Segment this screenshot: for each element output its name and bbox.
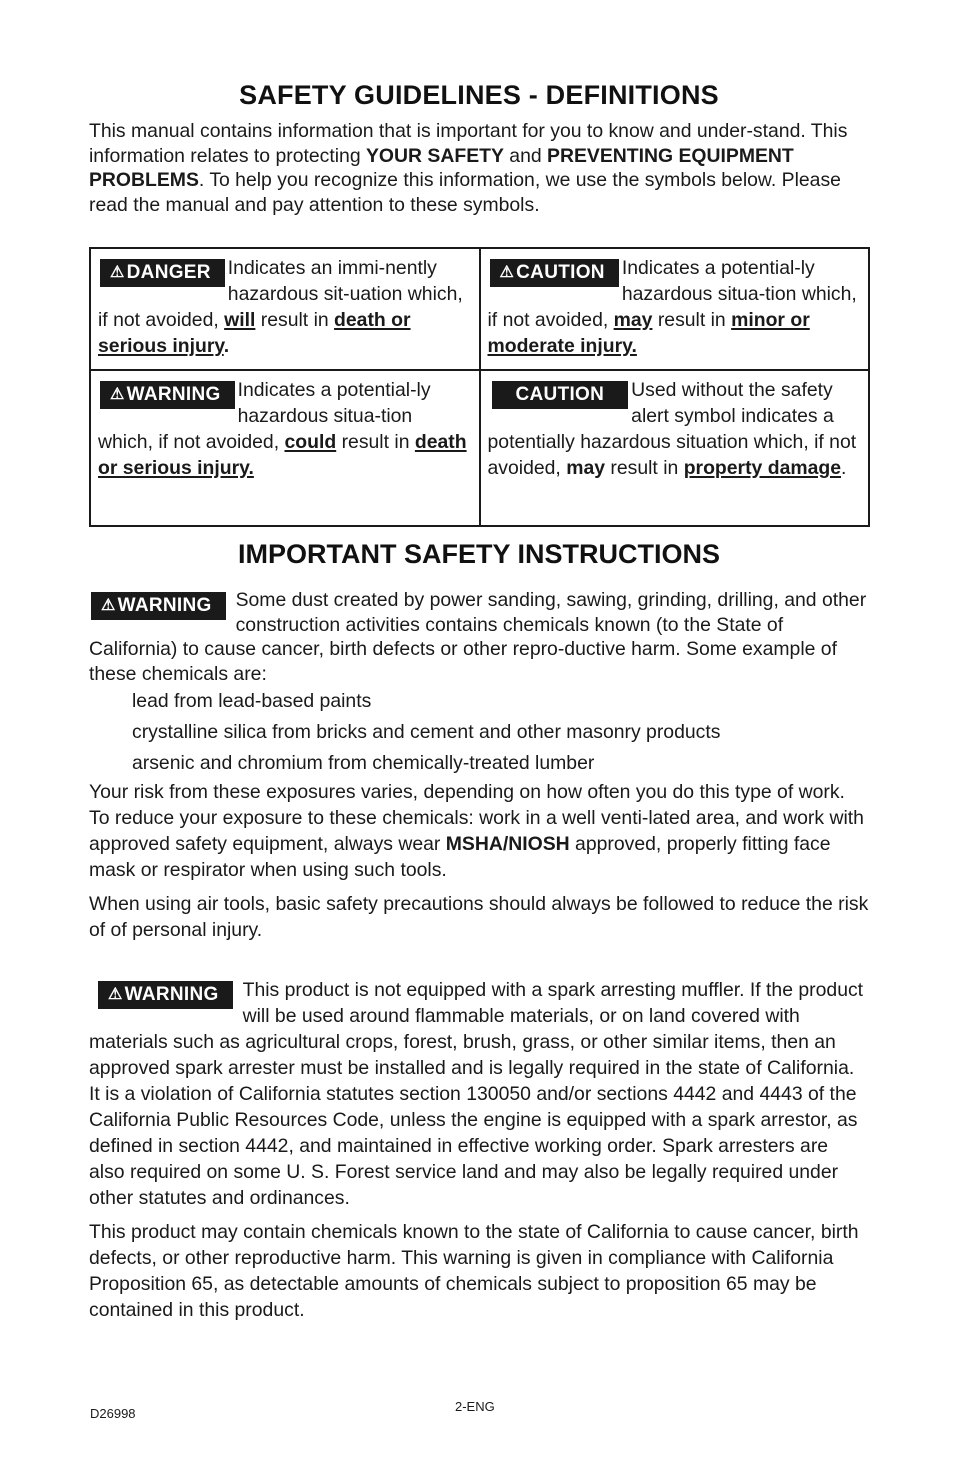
risk-text: approved, properly fitting face mask or respirator when using such tools. xyxy=(89,833,831,881)
caution-plain-definition xyxy=(480,370,870,526)
list-item: lead from lead-based paints xyxy=(132,690,372,712)
caution-plain-badge: CAUTION xyxy=(492,381,629,409)
caution-text: Indicates a potential-ly hazardous situa-tion which, if not avoided, xyxy=(487,257,857,331)
warning-text: Indicates a potential-ly hazardous situa-tion which, if not avoided, xyxy=(98,379,431,453)
intro-text: and xyxy=(503,144,548,167)
caution-plain-text: Used without the safety alert symbol indicates a potentially hazardous situation which, if not avoided, xyxy=(487,379,857,479)
warning-badge-label: WARNING xyxy=(117,595,212,616)
dust-warning-paragraph xyxy=(89,588,869,686)
danger-text: result in xyxy=(255,309,335,331)
caution-text: result in xyxy=(652,309,732,331)
danger-consequence: death or serious injury xyxy=(98,309,411,357)
warning-consequence: death or serious injury. xyxy=(98,431,467,479)
caution-plain-period: . xyxy=(841,457,847,479)
risk-paragraph xyxy=(89,779,869,883)
warning-definition xyxy=(90,370,480,526)
caution-definition xyxy=(480,248,870,370)
caution-plain-text: result in xyxy=(605,457,684,479)
section-heading: IMPORTANT SAFETY INSTRUCTIONS xyxy=(237,539,720,569)
dust-warning-block xyxy=(89,588,869,779)
warning-badge-label: WARNING xyxy=(126,384,221,405)
intro-paragraph xyxy=(89,119,869,217)
caution-plain-emphasis: may xyxy=(566,457,606,479)
list-item: arsenic and chromium from chemically-treated lumber xyxy=(132,752,595,774)
danger-text: Indicates an immi-nently hazardous sit-uation which, if not avoided, xyxy=(98,257,463,331)
warning-badge xyxy=(100,381,235,409)
danger-emphasis: will xyxy=(224,309,256,331)
risk-text: Your risk from these exposures varies, depending on how often you do this type of work. To reduce your exposure to these chemicals: work in a well venti-lated area, and work with approved safety equipment, always wear xyxy=(89,781,864,855)
danger-badge xyxy=(100,259,225,287)
prop65-paragraph: This product may contain chemicals known to the state of California to cause cancer, birth defects, or other reproductive harm. This warning is given in compliance with California Proposition 65, as detectable amounts of chemicals subject to proposition 65 may be contained in this product. xyxy=(89,1221,859,1321)
caution-consequence: minor or moderate injury. xyxy=(487,309,810,357)
danger-definition xyxy=(90,248,480,370)
document-number: D26998 xyxy=(90,1406,136,1421)
warning-triangle-icon: ⚠ xyxy=(101,597,116,614)
warning-emphasis: could xyxy=(284,431,337,453)
danger-badge-label: DANGER xyxy=(126,262,211,283)
risk-bold: MSHA/NIOSH xyxy=(445,833,570,855)
caution-badge-label: CAUTION xyxy=(516,262,605,283)
spark-warning-text: This product is not equipped with a spark arresting muffler. If the product will be used around flammable materials, or on land covered with materials such as agricultural crops, forest, brush, grass, or other similar items, then an approved spark arrester must be installed and is legally required in the state of California. It is a violation of California statutes section 130050 and/or sections 4442 and 4443 of the California Public Resources Code, unless the engine is equipped with a spark arrestor, as defined in section 4442, and maintained in effective working order. Spark arresters are also required on some U. S. Forest service land and may also be legally required under other statutes and ordinances. xyxy=(89,979,864,1209)
warning-triangle-icon: ⚠ xyxy=(499,264,515,281)
page-number: 2-ENG xyxy=(455,1399,495,1414)
spark-warning-paragraph xyxy=(89,977,869,1211)
caution-plain-consequence: property damage xyxy=(683,457,842,479)
spark-warning-block xyxy=(89,977,869,1211)
intro-text: . To help you recognize this information, we use the symbols below. Please read the manual and pay attention to these symbols. xyxy=(89,169,841,216)
caution-emphasis: may xyxy=(613,309,653,331)
intro-bold-safety: YOUR SAFETY xyxy=(366,144,504,167)
warning-text: result in xyxy=(336,431,415,453)
warning-triangle-icon: ⚠ xyxy=(110,386,125,403)
caution-badge xyxy=(490,259,619,287)
warning-badge xyxy=(91,592,226,620)
intro-bold-equipment: PREVENTING EQUIPMENT PROBLEMS xyxy=(89,144,794,191)
warning-badge xyxy=(98,981,233,1009)
warning-triangle-icon: ⚠ xyxy=(110,264,125,281)
definitions-table xyxy=(89,247,870,527)
chemicals-list xyxy=(89,686,869,779)
air-tools-paragraph: When using air tools, basic safety precautions should always be followed to reduce the risk of of personal injury. xyxy=(89,893,869,941)
page-title: SAFETY GUIDELINES - DEFINITIONS xyxy=(239,80,719,110)
warning-triangle-icon: ⚠ xyxy=(108,986,123,1003)
intro-text: This manual contains information that is important for you to know and under-stand. This information relates to protecting xyxy=(89,120,848,167)
warning-badge-label: WARNING xyxy=(124,984,219,1005)
dust-warning-text: Some dust created by power sanding, sawing, grinding, drilling, and other construction activities contains chemicals known (to the State of California) to cause cancer, birth defects or other repro-ductive harm. Some example of these chemicals are: xyxy=(89,589,867,685)
manual-page xyxy=(89,80,869,1323)
danger-period: . xyxy=(223,335,230,357)
list-item: crystalline silica from bricks and cement and other masonry products xyxy=(132,721,721,743)
